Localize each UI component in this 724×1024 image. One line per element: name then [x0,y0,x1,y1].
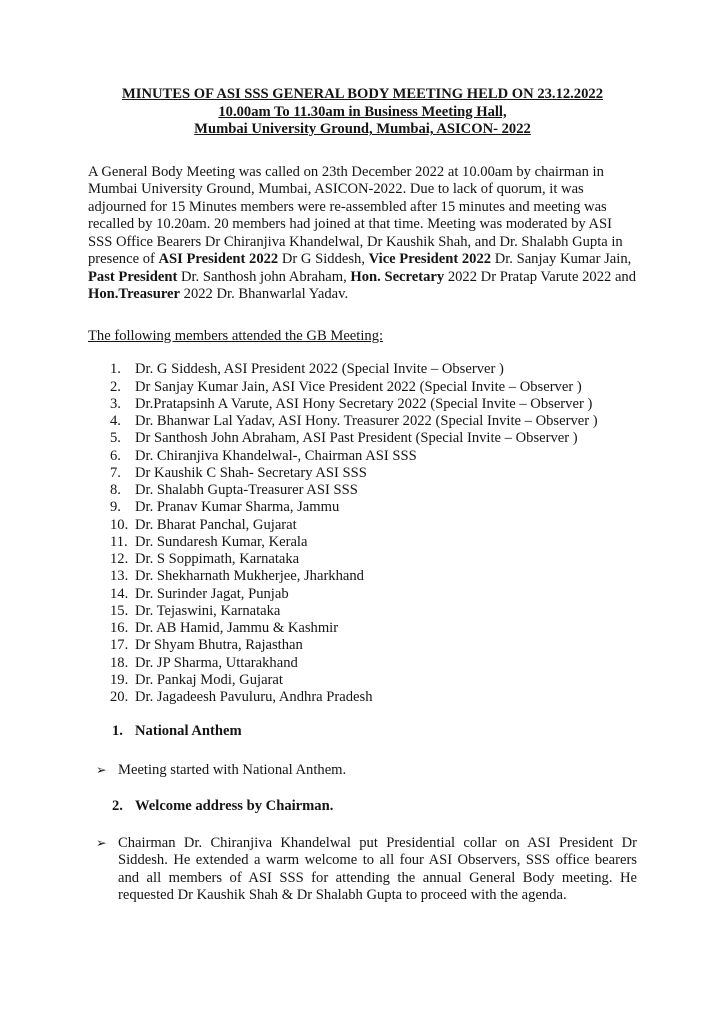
attendee-number: 6. [110,447,121,464]
agenda-heading-number: 1. [112,723,123,740]
attendee-name: Dr. Shalabh Gupta-Treasurer ASI SSS [135,482,358,499]
agenda-heading-number: 2. [112,798,123,815]
attendee-list-item [110,379,637,396]
document-title [88,86,637,139]
intro-segment: 2022 Dr Pratap Varute 2022 and [444,268,637,285]
attendee-number: 12. [110,551,129,568]
attendee-name: Dr. Shekharnath Mukherjee, Jharkhand [135,568,364,585]
attendee-list-item [110,672,637,689]
attendee-number: 2. [110,378,121,395]
intro-paragraph [88,164,637,304]
attendee-name: Dr Santhosh John Abraham, ASI Past President (Special Invite – Observer ) [135,430,578,447]
attendee-name: Dr Sanjay Kumar Jain, ASI Vice President 2022 (Special Invite – Observer ) [135,378,582,395]
intro-segment: A General Body Meeting was called on 23th December 2022 at 10.00am by chairman in Mumbai University Ground, Mumbai, ASICON-2022. Due to lack of quorum, it was adjourned for 15 Minutes members were re-assembled after 15 minutes and meeting was recalled by 10.20am. 20 members had joined at that time. Meeting was moderated by ASI SSS Office Bearers Dr Chiranjiva Khandelwal, Dr Kaushik Shah, and Dr. Shalabh Gupta in presence of [88,163,623,268]
attendee-name: Dr. JP Sharma, Uttarakhand [135,654,298,671]
arrow-bullet-icon: ➢ [96,835,107,850]
attendee-number: 5. [110,430,121,447]
agenda-heading-title: National Anthem [135,723,242,740]
agenda-bullet-welcome-address [96,835,637,905]
attendee-list-item [110,655,637,672]
attendee-name: Dr. Chiranjiva Khandelwal-, Chairman ASI SSS [135,447,417,464]
intro-segment-bold: Vice President 2022 [368,251,492,268]
attendee-name: Dr. Bhanwar Lal Yadav, ASI Hony. Treasurer 2022 (Special Invite – Observer ) [135,413,598,430]
attendee-name: Dr. Jagadeesh Pavuluru, Andhra Pradesh [135,689,373,706]
attendee-list-item [110,361,637,378]
attendee-list-item [110,586,637,603]
attendee-number: 16. [110,620,129,637]
attendee-number: 18. [110,654,129,671]
attendee-number: 20. [110,689,129,706]
attendee-name: Dr. Tejaswini, Karnataka [135,602,281,619]
attendee-number: 4. [110,413,121,430]
attendee-list-item [110,396,637,413]
agenda-bullet-text: Chairman Dr. Chiranjiva Khandelwal put Presidential collar on ASI President Dr Siddesh. He extended a warm welcome to all four ASI Observers, SSS office bearers and all members of ASI SSS for attending the annual General Body meeting. He requested Dr Kaushik Shah & Dr Shalabh Gupta to proceed with the agenda. [118,834,637,904]
agenda-bullet-text: Meeting started with National Anthem. [118,761,347,778]
attendee-number: 13. [110,568,129,585]
intro-segment-bold: Past President [88,268,178,285]
attendee-name: Dr. Pranav Kumar Sharma, Jammu [135,499,340,516]
attendee-name: Dr. Sundaresh Kumar, Kerala [135,533,308,550]
attendee-list-item [110,603,637,620]
title-line-1: MINUTES OF ASI SSS GENERAL BODY MEETING HELD ON 23.12.2022 [121,86,603,102]
attendee-list-item [110,482,637,499]
attendees-heading: The following members attended the GB Meeting: [88,327,384,344]
attendee-list-item [110,551,637,568]
attendee-list-item [110,568,637,585]
attendee-name: Dr. G Siddesh, ASI President 2022 (Special Invite – Observer ) [135,361,504,378]
attendee-name: Dr Kaushik C Shah- Secretary ASI SSS [135,464,367,481]
attendee-list-item [110,637,637,654]
attendee-list-item [110,689,637,706]
intro-segment: Dr. Sanjay Kumar Jain, [491,251,632,268]
attendee-list-item [110,620,637,637]
intro-segment: Dr G Siddesh, [278,251,369,268]
attendee-number: 14. [110,585,129,602]
attendee-number: 7. [110,464,121,481]
attendee-list-item [110,499,637,516]
attendee-name: Dr. Surinder Jagat, Punjab [135,585,289,602]
attendee-name: Dr. AB Hamid, Jammu & Kashmir [135,620,339,637]
attendee-list-item [110,430,637,447]
attendee-name: Dr. S Soppimath, Karnataka [135,551,300,568]
agenda-heading-title: Welcome address by Chairman. [135,798,334,815]
arrow-bullet-icon: ➢ [96,762,107,777]
attendee-number: 19. [110,671,129,688]
attendee-number: 11. [110,533,128,550]
title-line-3: Mumbai University Ground, Mumbai, ASICON- 2022 [194,121,531,138]
attendee-number: 3. [110,395,121,412]
attendee-number: 10. [110,516,129,533]
attendee-list-item [110,413,637,430]
intro-segment-bold: Hon.Treasurer [88,286,181,303]
intro-segment-bold: Hon. Secretary [350,268,445,285]
agenda-heading-national-anthem [112,723,637,741]
attendee-number: 17. [110,637,129,654]
attendee-name: Dr Shyam Bhutra, Rajasthan [135,637,303,654]
title-line-2: 10.00am To 11.30am in Business Meeting Hall, [218,103,507,120]
attendee-name: Dr. Bharat Panchal, Gujarat [135,516,297,533]
attendee-name: Dr.Pratapsinh A Varute, ASI Hony Secretary 2022 (Special Invite – Observer ) [135,395,593,412]
intro-segment-bold: ASI President 2022 [158,251,279,268]
attendee-name: Dr. Pankaj Modi, Gujarat [135,671,283,688]
intro-segment: Dr. Santhosh john Abraham, [177,268,351,285]
attendee-list-item [110,534,637,551]
agenda-bullet-national-anthem [96,762,637,780]
attendees-list [110,361,637,706]
attendee-list-item [110,517,637,534]
attendee-list-item [110,448,637,465]
attendee-number: 1. [110,361,121,378]
intro-segment: 2022 Dr. Bhanwarlal Yadav. [180,286,349,303]
agenda-heading-welcome-address [112,798,637,816]
attendee-list-item [110,465,637,482]
attendee-number: 9. [110,499,121,516]
attendee-number: 8. [110,482,121,499]
attendee-number: 15. [110,602,129,619]
